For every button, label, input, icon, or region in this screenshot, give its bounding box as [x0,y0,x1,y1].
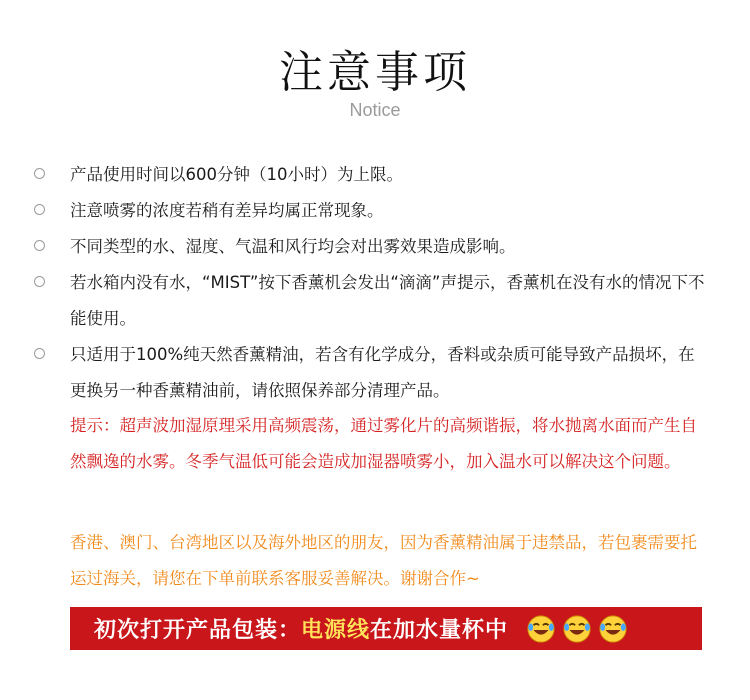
list-item [0,157,750,193]
circle-bullet-icon [34,240,45,251]
list-item-text: 只适用于100%纯天然香薰精油，若含有化学成分，香料或杂质可能导致产品损坏，在更换另一种香薰精油前，请依照保养部分清理产品。 [70,345,695,400]
banner-suffix: 在加水量杯中 [370,618,509,643]
circle-bullet-icon [34,204,45,215]
list-item [0,265,750,337]
emoji-group [520,614,628,644]
banner-prefix: 初次打开产品包装： [94,618,302,643]
crying-laughing-face-icon [526,614,556,644]
list-item [0,193,750,229]
tip-text: 提示：超声波加湿原理采用高频震荡，通过雾化片的高频谐振，将水抛离水面而产生自然飘逸的水雾。冬季气温低可能会造成加湿器喷雾小，加入温水可以解决这个问题。 [70,416,697,471]
page-title: 注意事项 [279,47,471,98]
shipping-notice-text: 香港、澳门、台湾地区以及海外地区的朋友，因为香薰精油属于违禁品，若包裹需要托运过海关，请您在下单前联系客服妥善解决。谢谢合作~ [70,533,697,588]
banner-highlight: 电源线 [301,618,371,643]
list-item-text: 产品使用时间以600分钟（10小时）为上限。 [70,165,403,184]
list-item-text: 若水箱内没有水，“MIST”按下香薰机会发出“滴滴”声提示，香薰机在没有水的情况下不能使用。 [70,273,705,328]
crying-laughing-face-icon [598,614,628,644]
circle-bullet-icon [34,168,45,179]
list-item [0,229,750,265]
circle-bullet-icon [34,348,45,359]
circle-bullet-icon [34,276,45,287]
list-item-text: 注意喷雾的浓度若稍有差异均属正常现象。 [70,201,384,220]
page-subtitle: Notice [349,100,401,120]
notice-list [0,157,750,409]
list-item-text: 不同类型的水、湿度、气温和风行均会对出雾效果造成影响。 [70,237,516,256]
packaging-banner [70,607,702,650]
crying-laughing-face-icon [562,614,592,644]
list-item [0,337,750,409]
